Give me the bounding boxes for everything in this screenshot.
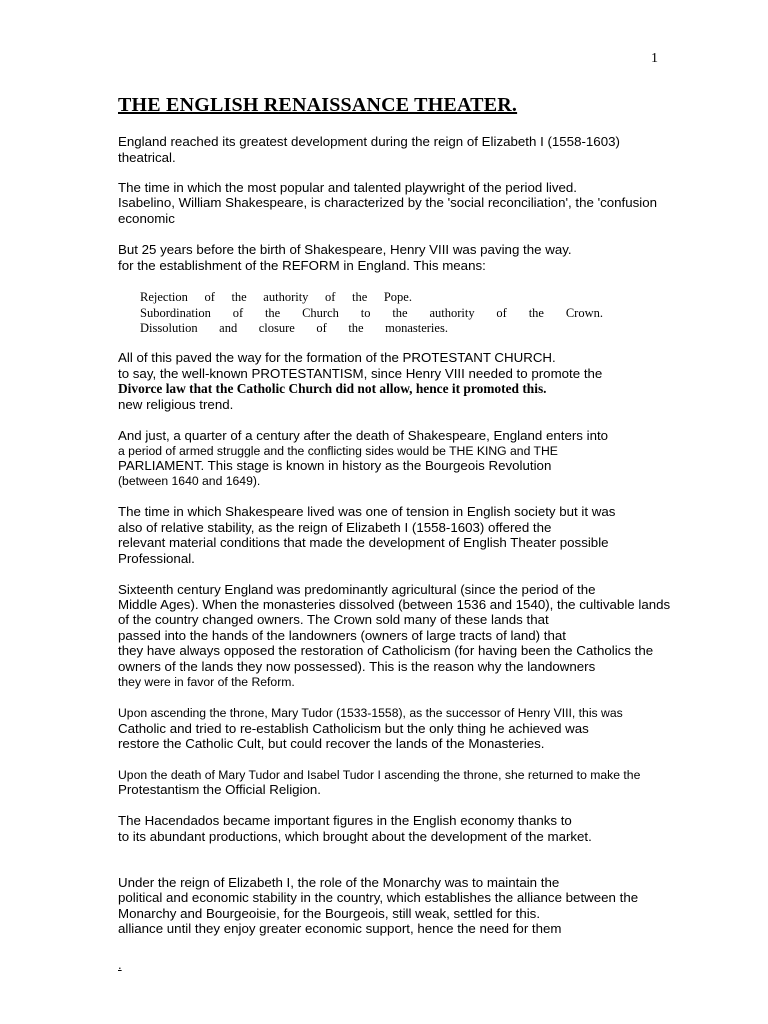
list-word: the xyxy=(351,290,368,304)
list-word: the xyxy=(348,321,364,335)
paragraph-line: Upon the death of Mary Tudor and Isabel Tudor I ascending the throne, she returned to make the xyxy=(118,768,641,782)
paragraph-line: economic xyxy=(118,211,175,226)
paragraph-line: The Hacendados became important figures in the English economy thanks to xyxy=(118,813,572,828)
paragraph-line: (between 1640 and 1649). xyxy=(118,474,261,488)
paragraph-line: for the establishment of the REFORM in England. This means: xyxy=(118,258,486,273)
page-number: 1 xyxy=(651,51,658,66)
paragraph-line: to say, the well-known PROTESTANTISM, since Henry VIII needed to promote the xyxy=(118,366,603,381)
list-word: Rejection xyxy=(140,290,188,304)
list-word: of xyxy=(496,306,507,320)
paragraph-line: The time in which the most popular and talented playwright of the period lived. xyxy=(118,180,578,195)
document-title: THE ENGLISH RENAISSANCE THEATER. xyxy=(118,94,518,116)
list-word: and xyxy=(219,321,238,335)
paragraph-line: Professional. xyxy=(118,551,195,566)
paragraph-line: Protestantism the Official Religion. xyxy=(118,782,321,797)
paragraph-line: England reached its greatest development during the reign of Elizabeth I (1558-1603) xyxy=(118,134,620,149)
paragraph-line-bold: Divorce law that the Catholic Church did not allow, hence it promoted this. xyxy=(118,381,547,396)
list-word: Pope. xyxy=(383,290,412,304)
paragraph-line: restore the Catholic Cult, but could recover the lands of the Monasteries. xyxy=(118,736,545,751)
paragraph-line: PARLIAMENT. This stage is known in history as the Bourgeois Revolution xyxy=(118,458,552,473)
list-word: of xyxy=(232,306,244,320)
paragraph-line: Catholic and tried to re-establish Catholicism but the only thing he achieved was xyxy=(118,721,589,736)
paragraph-line: Under the reign of Elizabeth I, the role of the Monarchy was to maintain the xyxy=(118,875,560,890)
list-word: monasteries. xyxy=(385,321,448,335)
list-word: to xyxy=(360,306,371,320)
paragraph-line: But 25 years before the birth of Shakespeare, Henry VIII was paving the way. xyxy=(118,242,572,257)
paragraph-line: alliance until they enjoy greater economic support, hence the need for them xyxy=(118,921,562,936)
paragraph-line: And just, a quarter of a century after the death of Shakespeare, England enters into xyxy=(118,428,609,443)
paragraph-line: Upon ascending the throne, Mary Tudor (1533-1558), as the successor of Henry VIII, this was xyxy=(118,706,623,720)
list-word: Subordination xyxy=(140,306,211,320)
paragraph-line: a period of armed struggle and the conflicting sides would be THE KING and THE xyxy=(118,444,558,458)
list-word: authority xyxy=(263,290,309,304)
list-word: of xyxy=(325,290,336,304)
list-word: authority xyxy=(429,306,475,320)
list-word: closure xyxy=(258,321,295,335)
paragraph-line: Sixteenth century England was predominantly agricultural (since the period of the xyxy=(118,582,596,597)
paragraph-line: political and economic stability in the country, which establishes the alliance between the xyxy=(118,890,639,905)
paragraph-line: owners of the lands they now possessed). This is the reason why the landowners xyxy=(118,659,596,674)
trailing-mark: . xyxy=(118,957,122,972)
paragraph-line: they have always opposed the restoration of Catholicism (for having been the Catholics the xyxy=(118,643,654,658)
list-word: Dissolution xyxy=(140,321,198,335)
list-word: the xyxy=(231,290,247,304)
list-word: the xyxy=(528,306,544,320)
paragraph-line: theatrical. xyxy=(118,150,176,165)
list-word: of xyxy=(204,290,215,304)
list-word: Crown. xyxy=(565,306,603,320)
paragraph-line: relevant material conditions that made the development of English Theater possible xyxy=(118,535,609,550)
paragraph-line: Monarchy and Bourgeoisie, for the Bourgeois, still weak, settled for this. xyxy=(118,906,541,921)
paragraph-line: new religious trend. xyxy=(118,397,234,412)
paragraph-line: passed into the hands of the landowners (owners of large tracts of land) that xyxy=(118,628,566,643)
paragraph-line: All of this paved the way for the formation of the PROTESTANT CHURCH. xyxy=(118,350,556,365)
list-item xyxy=(140,289,412,305)
list-word: the xyxy=(392,306,408,320)
paragraph-line: Middle Ages). When the monasteries dissolved (between 1536 and 1540), the cultivable lands xyxy=(118,597,671,612)
paragraph-line: of the country changed owners. The Crown sold many of these lands that xyxy=(118,612,549,627)
paragraph-line: they were in favor of the Reform. xyxy=(118,675,295,689)
list-word: the xyxy=(264,306,281,320)
paragraph-line: to its abundant productions, which brought about the development of the market. xyxy=(118,829,592,844)
paragraph-line: Isabelino, William Shakespeare, is characterized by the 'social reconciliation', the 'confusion xyxy=(118,195,658,210)
list-word: of xyxy=(316,321,327,335)
list-item xyxy=(140,320,448,336)
paragraph-line: also of relative stability, as the reign of Elizabeth I (1558-1603) offered the xyxy=(118,520,552,535)
paragraph-line: The time in which Shakespeare lived was one of tension in English society but it was xyxy=(118,504,616,519)
list-word: Church xyxy=(302,306,339,320)
list-item xyxy=(140,305,603,321)
